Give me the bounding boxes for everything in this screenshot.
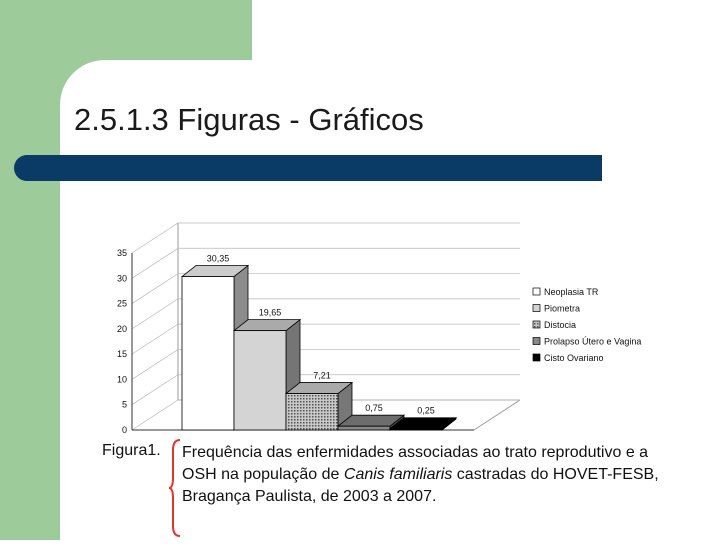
bar xyxy=(234,331,286,430)
y-tick-label: 25 xyxy=(116,298,127,309)
caption-species: Canis familiaris xyxy=(343,466,453,483)
bar-chart xyxy=(108,215,668,440)
y-tick-label: 35 xyxy=(116,248,127,258)
slide-title: 2.5.1.3 Figuras - Gráficos xyxy=(74,102,424,137)
legend-entry: Prolapso Útero e Vagina xyxy=(544,336,642,347)
y-tick-label: 10 xyxy=(116,374,127,385)
caption-text-start: Frequência das enfermidades associadas ao trato reprodutivo e a OSH na população de xyxy=(182,444,649,483)
data-label: 0,25 xyxy=(417,405,435,416)
figure-caption xyxy=(182,442,682,508)
y-tick-label: 0 xyxy=(121,425,127,435)
legend-swatch xyxy=(533,338,540,345)
caption-label: Figura1. xyxy=(102,442,161,459)
data-label: 0,75 xyxy=(365,403,383,414)
legend-entry: Neoplasia TR xyxy=(544,287,599,297)
legend-entry: Piometra xyxy=(544,303,581,314)
legend-swatch xyxy=(533,288,540,295)
caption-brace xyxy=(168,438,182,538)
legend-entry: Distocia xyxy=(544,320,577,330)
data-label: 19,65 xyxy=(258,307,282,318)
y-tick-label: 20 xyxy=(116,323,127,334)
data-label: 30,35 xyxy=(206,253,230,264)
bar xyxy=(286,394,338,430)
bar xyxy=(390,429,442,430)
legend-swatch xyxy=(533,305,540,312)
data-label: 7,21 xyxy=(313,370,331,381)
legend-entry: Cisto Ovariano xyxy=(544,353,604,363)
y-tick-label: 5 xyxy=(121,399,127,410)
y-tick-label: 15 xyxy=(116,349,127,360)
legend-swatch xyxy=(533,321,540,328)
bar xyxy=(338,426,390,430)
caption-text-end: castradas do HOVET-FESB, Bragança Paulista, de 2003 a 2007. xyxy=(182,466,659,505)
floor-right-edge xyxy=(474,400,520,430)
y-tick-label: 30 xyxy=(116,273,127,284)
title-underline-bar xyxy=(14,155,602,181)
bar xyxy=(182,277,234,430)
legend-swatch xyxy=(533,354,540,361)
